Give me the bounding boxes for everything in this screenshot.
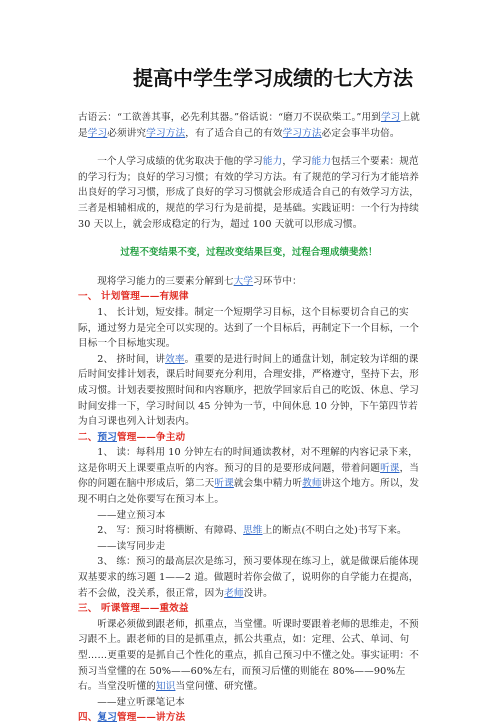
sec2-item2-text-1: 2、 写：预习时将横断、有障碍、 xyxy=(97,525,244,537)
section-3-paragraph xyxy=(78,617,420,695)
link-xuexi-fangfa-2[interactable]: 学习方法 xyxy=(282,127,322,139)
document-body xyxy=(78,110,420,726)
sec2-item1-text-2: ，当你的问题在脑中形成后，第二天 xyxy=(78,462,420,490)
sec2-item3-text-1: 3、 练：预习的最高层次是练习，预习要体现在练习上，就是做课后能体现双基要求的练习题 1——2 道。做题时若你会做了，说明你的自学能力在提高，若不会做，没关系，很正常，因为 xyxy=(78,556,419,599)
intro-text-5: 必定会事半功倍。 xyxy=(321,127,400,139)
link-yuxi[interactable]: 预习 xyxy=(97,431,117,443)
steps-intro xyxy=(78,274,420,290)
intro-text-3: 必须讲究 xyxy=(107,127,147,139)
link-xuexi-fangfa-1[interactable]: 学习方法 xyxy=(146,127,186,139)
section-2-item-3 xyxy=(78,554,420,601)
sec4-heading-rest: 管理——讲方法 xyxy=(117,712,186,724)
sec3-text-1: 听课必须做到跟老师，抓重点，当堂懂。听课时要跟着老师的思维走，不预习跟不上。跟老师的目的是抓重点，抓公共重点，如：定理、公式、单词、句型……更重要的是抓自己个性化的重点，抓自己预习中不懂之处。事实证明：不预习当堂懂的在 50%——60%左右，而预习后懂的则能在 80%——90%左右。当堂没听懂的 xyxy=(78,618,420,693)
sec2-heading-rest: 管理——争主动 xyxy=(117,431,186,443)
sec2-item2-text-2: 上的断点(不明白之处)书写下来。 xyxy=(262,525,407,537)
section-4-heading xyxy=(78,710,420,726)
link-tingke-1[interactable]: 听课 xyxy=(380,462,400,474)
link-jiaoshi[interactable]: 教师 xyxy=(302,478,322,490)
link-xuexi-2[interactable]: 学习 xyxy=(87,127,108,139)
slogan: 过程不变结果不变，过程改变结果巨变，过程合理成绩斐然！ xyxy=(120,247,378,259)
sec3-note-biji: ——建立听课笔记本 xyxy=(97,696,185,708)
sec2-item1-text-1: 1、 读：每科用 10 分钟左右的时间通读教材，对不理解的内容记录下来，这是你明天上课要重点听的内容。预习的目的是要形成问题，带着问题 xyxy=(78,447,418,474)
keyword-nengli-2[interactable]: 能力 xyxy=(311,156,332,168)
steps-intro-text-2: 习环节中： xyxy=(253,275,302,287)
page-title: 提高中学生学习成绩的七大方法 xyxy=(133,66,413,90)
ability-paragraph xyxy=(78,154,420,232)
sec3-text-2: 当堂问懂、研究懂。 xyxy=(175,681,264,693)
link-fuxi[interactable]: 复习 xyxy=(97,712,117,724)
link-xiaolv[interactable]: 效率 xyxy=(165,353,185,365)
sec2-note-duxie: ——读写同步走 xyxy=(97,540,166,552)
sec1-item2-text-1: 2、 挤时间，讲 xyxy=(97,353,166,365)
steps-intro-text-1: 现将学习能力的三要素分解到七 xyxy=(97,275,234,287)
section-2-item-1 xyxy=(78,445,420,507)
intro-text-2: 上就是 xyxy=(78,112,420,139)
intro-text-4: ，有了适合自己的有效 xyxy=(185,127,283,139)
link-laoshi[interactable]: 老师 xyxy=(224,587,244,599)
sec2-note-yuxiben: ——建立预习本 xyxy=(97,509,166,521)
link-xuexi-1[interactable]: 学习 xyxy=(380,112,401,123)
ability-text-2: ，学习 xyxy=(282,156,312,168)
link-tingke-2[interactable]: 听课 xyxy=(214,478,234,490)
link-daxue[interactable]: 大学 xyxy=(233,275,254,287)
ability-text-3: 包括三个要素：规范的学习行为；良好的学习习惯；有效的学习方法。有了规范的学习行为才能培养出良好的学习习惯，形成了良好的学习习惯就会形成适合自己的有效学习方法，三者是相辅相成的，规范的学习行为是前提，是基础。实践证明：一个行为持续 30 天以上，就会形成稳定的行为，超过 100 天就可以形成习惯。 xyxy=(78,156,420,230)
keyword-nengli-1[interactable]: 能力 xyxy=(262,156,283,168)
sec2-item3-text-2: 没讲。 xyxy=(243,587,273,599)
sec1-item2-text-2: 。重要的是进行时间上的通盘计划，制定较为详细的课后时间安排计划表，课后时间要充分利用，合理安排，严格遵守，坚持下去，形成习惯。计划表要按照时间和内容顺序，把放学回家后自己的吃饭、休息、学习时间安排一下，学习时间以 45 分钟为一节，中间休息 10 分钟，下午第四节若为自习课也列入计划表内。 xyxy=(78,353,420,428)
link-siwei[interactable]: 思维 xyxy=(243,525,263,537)
section-1-item-1: 1、 长计划，短安排。制定一个短期学习目标，这个目标要切合自己的实际，通过努力是完全可以实现的。达到了一个目标后，再制定下一个目标，一个目标一个目标地实现。 xyxy=(78,306,420,350)
ability-text-1: 一个人学习成绩的优劣取决于他的学习 xyxy=(97,156,263,168)
link-zhishi[interactable]: 知识 xyxy=(155,681,176,693)
sec2-item1-text-3: 就会集中精力听 xyxy=(233,478,303,490)
intro-paragraph xyxy=(78,110,420,141)
section-1-item-2 xyxy=(78,352,420,430)
sec4-heading-prefix: 四、 xyxy=(78,712,98,724)
section-1-heading: 一、 计划管理——有规律 xyxy=(78,291,189,303)
section-3-heading: 三、 听课管理——重效益 xyxy=(78,603,189,615)
section-2-heading xyxy=(78,430,420,446)
sec2-heading-prefix: 二、 xyxy=(78,431,98,443)
intro-text-1: 古语云：“工欲善其事，必先利其器。”俗话说：“磨刀不误砍柴工。”用到 xyxy=(78,112,381,123)
section-2-item-2 xyxy=(78,523,420,539)
sec2-item1-text-4: 讲这个地方。所以，发现不明白之处你要写在预习本上。 xyxy=(78,478,420,506)
